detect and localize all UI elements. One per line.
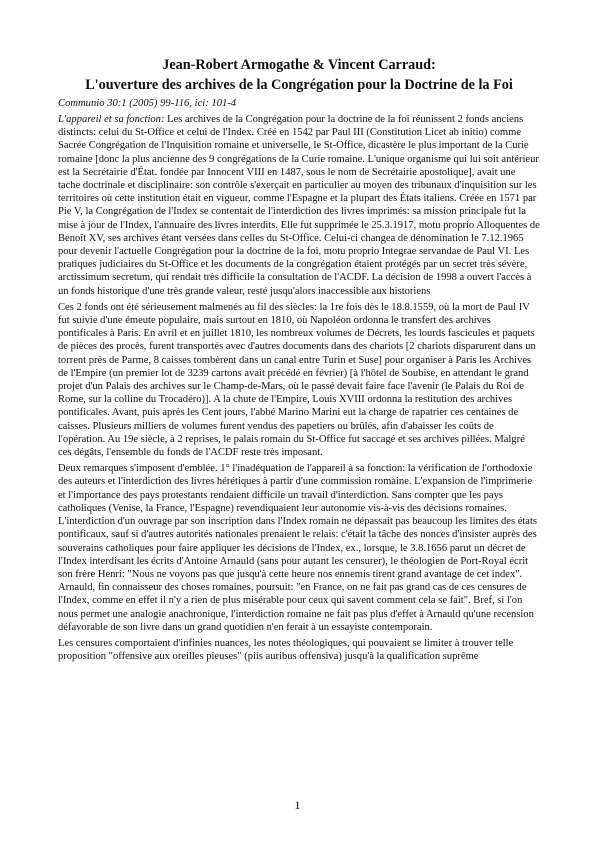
document-page [58, 0, 540, 663]
authors-heading: Jean-Robert Armogathe & Vincent Carraud: [162, 57, 436, 73]
page-number: 1 [294, 798, 301, 812]
paragraph-4: Les censures comportaient d'infinies nuances, les notes théologiques, qui pouvaient se limiter à trouver telle proposition "offensive aux oreilles pieuses" (piis auribus offensiva) jusqu'à la qualification suprême [58, 637, 514, 663]
paragraph-1-text: Les archives de la Congrégation pour la doctrine de la foi réunissent 2 fonds anciens distincts: celui du St-Office et celui de l'Index. Créé en 1542 par Paul III (Constitution Licet ab initio) comme Sacrée Congrégation de l'Inquisition romaine et universelle, le St-Office, dicastère le plus important de la Curie romaine [donc la plus ancienne des 9 congrégations de la Curie romaine. L'unique organisme qui lui soit antérieur est la Secrétairie d'État. fondée par Innocent VIII en 1487, sous le nom de Secrétairie apostolique], avait une tache doctrinale et disciplinaire: son contrôle s'exerçait en particulier au moyen des tribunaux d'inquisition sur les territoires où cette institution était en vigueur, comme l'Espagne et la plupart des États italiens. Créée en 1571 par Pie V, la Congrégation de l'Index se contentait de l'interdiction des livres imprimés: sa mission principale fut la mise à jour de l'Index, l'annuaire des livres interdits. Elle fut supprimée le 25.3.1917, motu proprio Alloquentes de Benoît XV, ses archives étant versées dans celles du St-Office. Celui-ci changea de dénomination le 7.12.1965 pour devenir l'actuelle Congrégation pour la doctrine de la foi, motu proprio Integrae servandae de Paul VI. Les pratiques judiciaires du St-Office et les documents de la congrégation étaient protégés par un secret très sévère, arctissimum secretum, qui rendait très difficile la consultation de l'ACDF. La décision de 1998 a ouvert l'accès à un fonds historique d'une très grande valeur, resté jusqu'alors inaccessible aux historiens [58, 114, 540, 297]
paragraph-3: Deux remarques s'imposent d'emblée. 1° l'inadéquation de l'appareil à sa fonction: la vérification de l'orthodoxie des auteurs et l'interdiction des livres hérétiques à partir d'une commission romaine. L'expansion de l'imprimerie et l'importance des pays protestants rendaient difficile un travail d'interdiction. Sans compter que les pays catholiques (Venise, la France, l'Espagne) revendiquaient leur autonomie vis-à-vis des décisions romaines. L'interdiction d'un ouvrage par son inscription dans l'Index romain ne dépassait pas beaucoup les limites des états pontificaux, sauf si d'autres autorités nationales prenaient le relais: c'était la tâche des nonces d'insister auprès des souverains catholiques pour faire appliquer les décisions de l'Index, ex., lorsque, le 3.8.1656 parut un décret de l'Index interdisant les écrits d'Antoine Arnauld (sans pour autant les censurer), le théologien de Port-Royal écrit son frère Henri: "Nous ne voyons pas que jusqu'à cette heure nos ennemis tirent grand avantage de cet index". Arnauld, fin connaisseur des choses romaines, poursuit: "en France, on ne fait pas grand cas de ces censures de l'Index, comme en effet il n'y a rien de plus misérable pour ceux qui savent comment cela se fait". Bref, si l'on nous permet une analogie anachronique, l'interdiction romaine ne fait pas plus d'effet à Arnauld qu'une recension défavorable de son livre dans un grand quotidien n'en ferait à un essayiste contemporain. [58, 463, 538, 633]
paragraph-2: Ces 2 fonds ont été sérieusement malmenés au fil des siècles: la 1re fois dès le 18.8.1559, où la mort de Paul IV fut suivie d'une émeute populaire, mais surtout en 1810, où Napoléon ordonna le transfert des archives pontificales à Paris. En avril et en juillet 1810, les nombreux volumes de Décrets, les lourds fascicules et paquets de pièces des procès, furent transportés avec d'autres documents dans des chariots [2 chariots disparurent dans un torrent près de Parme, 8 caisses tombèrent dans un canal entre Turin et Suse] pour organiser à Paris les Archives de l'Empire (un premier lot de 3239 cartons avait précédé en février) [à l'hôtel de Soubise, en attendant le grand projet d'un Palais des archives sur le Champ-de-Mars, où le passé devait faire face l'avenir (le Palais du Roi de Rome, sur la colline du Trocadéro)]. A la chute de l'Empire, Louis XVIII ordonna la restitution des archives pontificales. Avant, puis après les Cent jours, l'abbé Marino Marini eut la charge de rapatrier ces centaines de caisses. Plusieurs milliers de volumes furent vendus des papetiers ou brûlés, afin d'abaisser les coûts de l'opération. Au 19e siècle, à 2 reprises, le palais romain du St-Office fut saccagé et ses archives pillées. Malgré ces dégâts, l'ensemble du fonds de l'ACDF reste très imposant. [58, 301, 536, 459]
article-title: L'ouverture des archives de la Congrégation pour la Doctrine de la Foi [85, 77, 513, 93]
paragraph-1 [58, 113, 540, 298]
paragraph-lead: L'appareil et sa fonction: [58, 114, 165, 125]
citation: Communio 30:1 (2005) 99-116, ici: 101-4 [58, 98, 237, 109]
